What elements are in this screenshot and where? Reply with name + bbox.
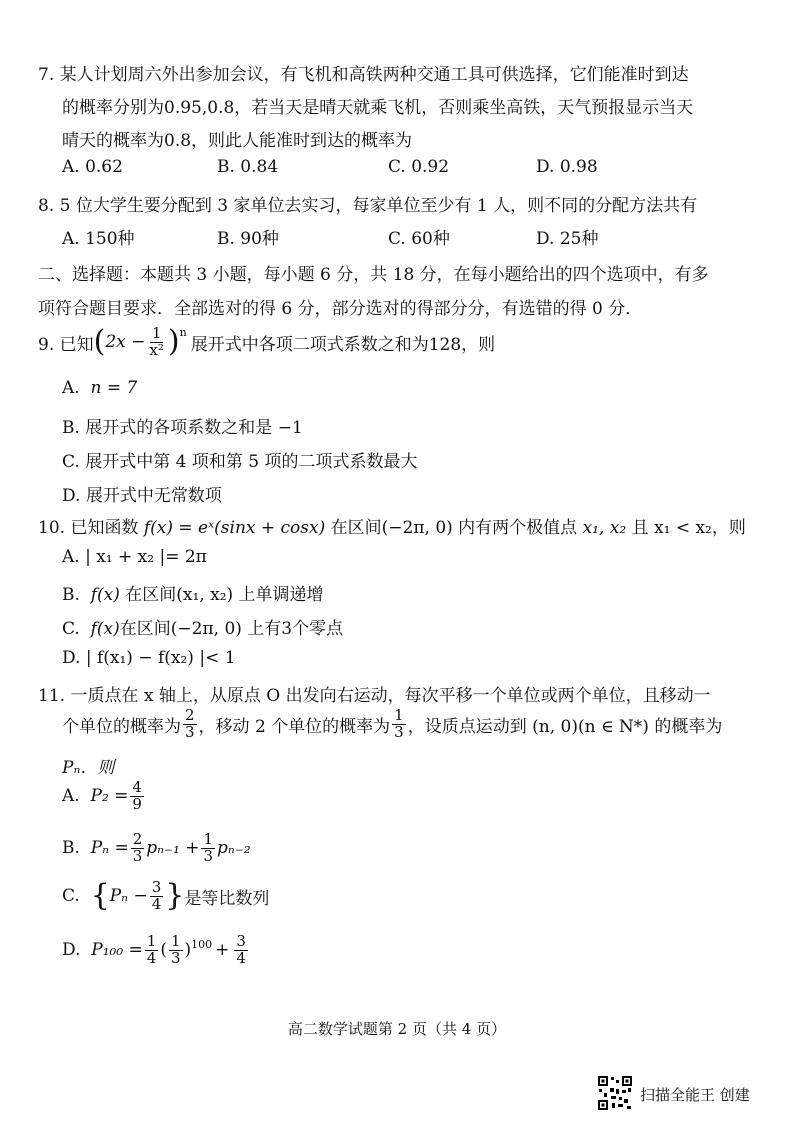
q7-line3: 晴天的概率为0.8，则此人能准时到达的概率为	[62, 131, 413, 151]
page-footer: 高二数学试题第 2 页（共 4 页）	[287, 1020, 507, 1038]
q9-suffix: 展开式中各项二项式系数之和为128，则	[190, 334, 496, 355]
q9-option-b: B. 展开式的各项系数之和是 −1	[62, 418, 303, 438]
q8-line1: 8. 5 位大学生要分配到 3 家单位去实习，每家单位至少有 1 人，则不同的分配方法共有	[38, 196, 698, 216]
q11-fraction-one-third: $\frac{1}{3}$	[394, 706, 404, 741]
q9-expr: 2x −	[105, 332, 146, 353]
q7-option-c: C. 0.92	[388, 157, 450, 177]
q9-option-a: A. n = 7	[62, 378, 138, 398]
q7-line2: 的概率分别为0.95,0.8，若当天是晴天就乘飞机，否则乘坐高铁，天气预报显示当天	[62, 98, 694, 118]
q7-line1: 7. 某人计划周六外出参加会议，有飞机和高铁两种交通工具可供选择，它们能准时到达	[38, 65, 689, 85]
q10-function: f(x) = eˣ(sinx + cosx)	[143, 518, 326, 538]
q9-stem: 9. 已知 ( 2x − $\frac{1}{\text{x²}}$ ) $^n$ 展开式中各项二项式系数之和为128，则	[38, 324, 496, 360]
q7-option-a: A. 0.62	[62, 157, 123, 177]
qr-code-icon	[597, 1075, 633, 1111]
q11-fraction-two-thirds: $\frac{2}{3}$	[185, 706, 195, 741]
q9-option-c: C. 展开式中第 4 项和第 5 项的二项式系数最大	[62, 452, 418, 472]
q11-line3: Pₙ．则	[62, 758, 115, 778]
scanner-watermark: 扫描全能王 创建	[640, 1086, 750, 1104]
q11-option-b: B. Pₙ = $\frac{2}{3}$ pₙ₋₁ + $\frac{1}{3}$ pₙ₋₂	[62, 830, 251, 865]
q7-option-d: D. 0.98	[536, 157, 598, 177]
q9-option-d: D. 展开式中无常数项	[62, 486, 222, 506]
q8-option-d: D. 25种	[536, 229, 599, 249]
q9-fraction: $\frac{1}{\text{x²}}$	[149, 324, 164, 359]
q10-option-d: D. | f(x₁) − f(x₂) |< 1	[62, 648, 236, 668]
q9-prefix: 9. 已知	[38, 334, 94, 355]
q10-stem: 10. 已知函数 f(x) = eˣ(sinx + cosx) 在区间(−2π, 0) 内有两个极值点 x₁, x₂ 且 x₁ < x₂，则	[38, 518, 746, 538]
q11-line2: 个单位的概率为 $\frac{2}{3}$ ，移动 2 个单位的概率为 $\frac{1}{3}$ ，设质点运动到 (n, 0)(n ∈ N*) 的概率为	[62, 706, 723, 741]
q10-option-b: B. f(x) 在区间(x₁, x₂) 上单调递增	[62, 585, 324, 605]
section2-line2: 项符合题目要求．全部选对的得 6 分，部分选对的得部分分，有选错的得 0 分．	[38, 299, 643, 319]
q8-option-b: B. 90种	[217, 229, 279, 249]
q7-option-b: B. 0.84	[217, 157, 279, 177]
q9-exponent: n	[179, 326, 187, 339]
q8-option-c: C. 60种	[388, 229, 450, 249]
q11-option-c: C. { Pₙ − $\frac{3}{4}$ } 是等比数列	[62, 878, 270, 914]
q10-option-c: C. f(x)在区间(−2π, 0) 上有3个零点	[62, 619, 344, 639]
q11-line1: 11. 一质点在 x 轴上，从原点 O 出发向右运动，每次平移一个单位或两个单位，且移动一	[38, 686, 711, 706]
q10-option-a: A. | x₁ + x₂ |= 2π	[62, 547, 207, 567]
q11-option-d: D. P₁₀₀ = $\frac{1}{4}$ ( $\frac{1}{3}$ ) $^{100}$ + $\frac{3}{4}$	[62, 932, 246, 967]
q8-option-a: A. 150种	[62, 229, 135, 249]
section2-line1: 二、选择题：本题共 3 小题，每小题 6 分，共 18 分，在每小题给出的四个选项中，有多	[38, 265, 709, 285]
q11-option-a: A. P₂ = $\frac{4}{9}$	[62, 778, 142, 813]
